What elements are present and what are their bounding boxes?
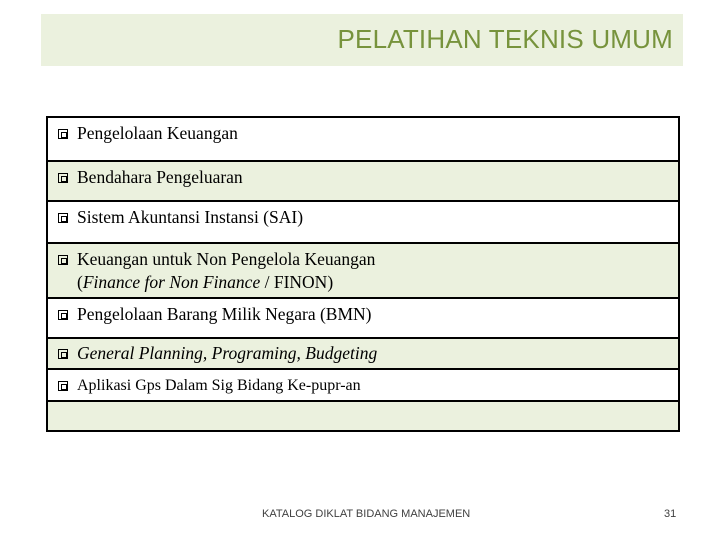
list-item [58, 166, 243, 189]
table-row [48, 299, 678, 339]
item-label: Aplikasi Gps Dalam Sig Bidang Ke-pupr-an [77, 377, 361, 394]
page-title: PELATIHAN TEKNIS UMUM [337, 24, 673, 54]
footer-text: KATALOG DIKLAT BIDANG MANAJEMEN [262, 508, 471, 520]
list-item [58, 248, 375, 294]
table-row-empty [48, 402, 678, 430]
table-row [48, 162, 678, 202]
table-row [48, 244, 678, 299]
checkbox-bullet-icon [58, 310, 68, 320]
checkbox-bullet-icon [58, 173, 68, 183]
checkbox-bullet-icon [58, 381, 68, 391]
table-row [48, 118, 678, 162]
list-item [58, 206, 303, 229]
item-sublabel: (Finance for Non Finance / FINON) [77, 272, 334, 292]
list-item [58, 122, 238, 145]
item-label: Bendahara Pengeluaran [77, 167, 243, 187]
title-band [41, 14, 683, 66]
course-table [46, 116, 680, 432]
list-item [58, 374, 361, 397]
list-item [58, 303, 372, 326]
checkbox-bullet-icon [58, 213, 68, 223]
checkbox-bullet-icon [58, 129, 68, 139]
item-label: Keuangan untuk Non Pengelola Keuangan [77, 249, 376, 269]
checkbox-bullet-icon [58, 255, 68, 265]
list-item [58, 342, 377, 365]
item-label: Pengelolaan Keuangan [77, 123, 238, 143]
table-row [48, 370, 678, 402]
item-label: Pengelolaan Barang Milik Negara (BMN) [77, 304, 372, 324]
page-number: 31 [664, 508, 677, 520]
checkbox-bullet-icon [58, 349, 68, 359]
table-row [48, 202, 678, 244]
table-row [48, 339, 678, 370]
item-label: General Planning, Programing, Budgeting [77, 343, 378, 363]
item-label: Sistem Akuntansi Instansi (SAI) [77, 207, 304, 227]
